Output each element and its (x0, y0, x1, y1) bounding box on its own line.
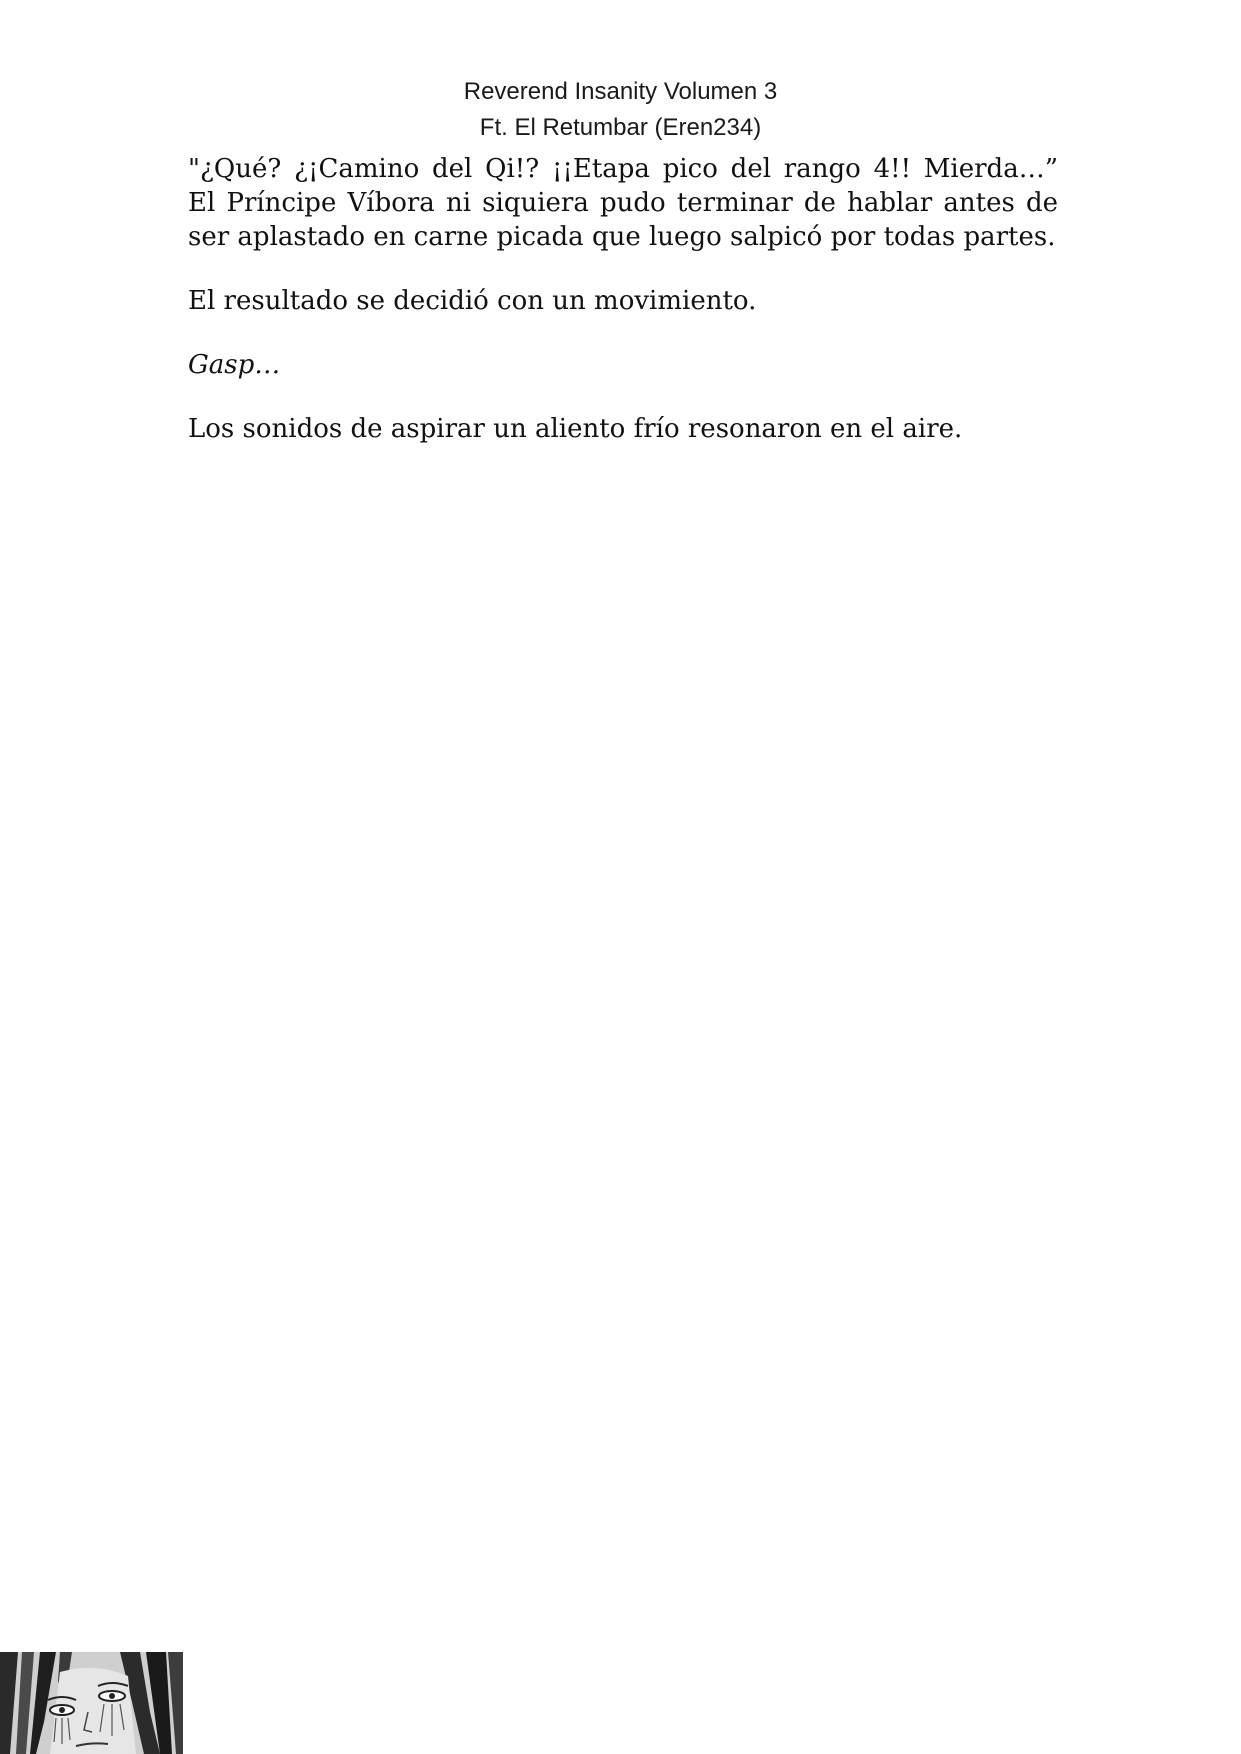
paragraph-3: Gasp… (188, 350, 281, 380)
document-body (188, 152, 1058, 476)
header-title: Reverend Insanity Volumen 3 (463, 78, 778, 105)
paragraph-1 (188, 152, 1058, 254)
page-header (0, 74, 1241, 146)
header-subtitle: Ft. El Retumbar (Eren234) (479, 114, 762, 141)
paragraph-1-line-2: El Príncipe Víbora ni siquiera pudo terminar de hablar antes de (188, 188, 1058, 218)
corner-illustration (0, 1652, 183, 1754)
paragraph-4: Los sonidos de aspirar un aliento frío resonaron en el aire. (188, 414, 963, 444)
paragraph-1-line-1: "¿Qué? ¿¡Camino del Qi!? ¡¡Etapa pico del rango 4!! Mierda…” (188, 154, 1058, 184)
manga-face-icon (0, 1652, 183, 1754)
paragraph-1-line-3: ser aplastado en carne picada que luego salpicó por todas partes. (188, 222, 1056, 252)
paragraph-2: El resultado se decidió con un movimiento. (188, 286, 757, 316)
